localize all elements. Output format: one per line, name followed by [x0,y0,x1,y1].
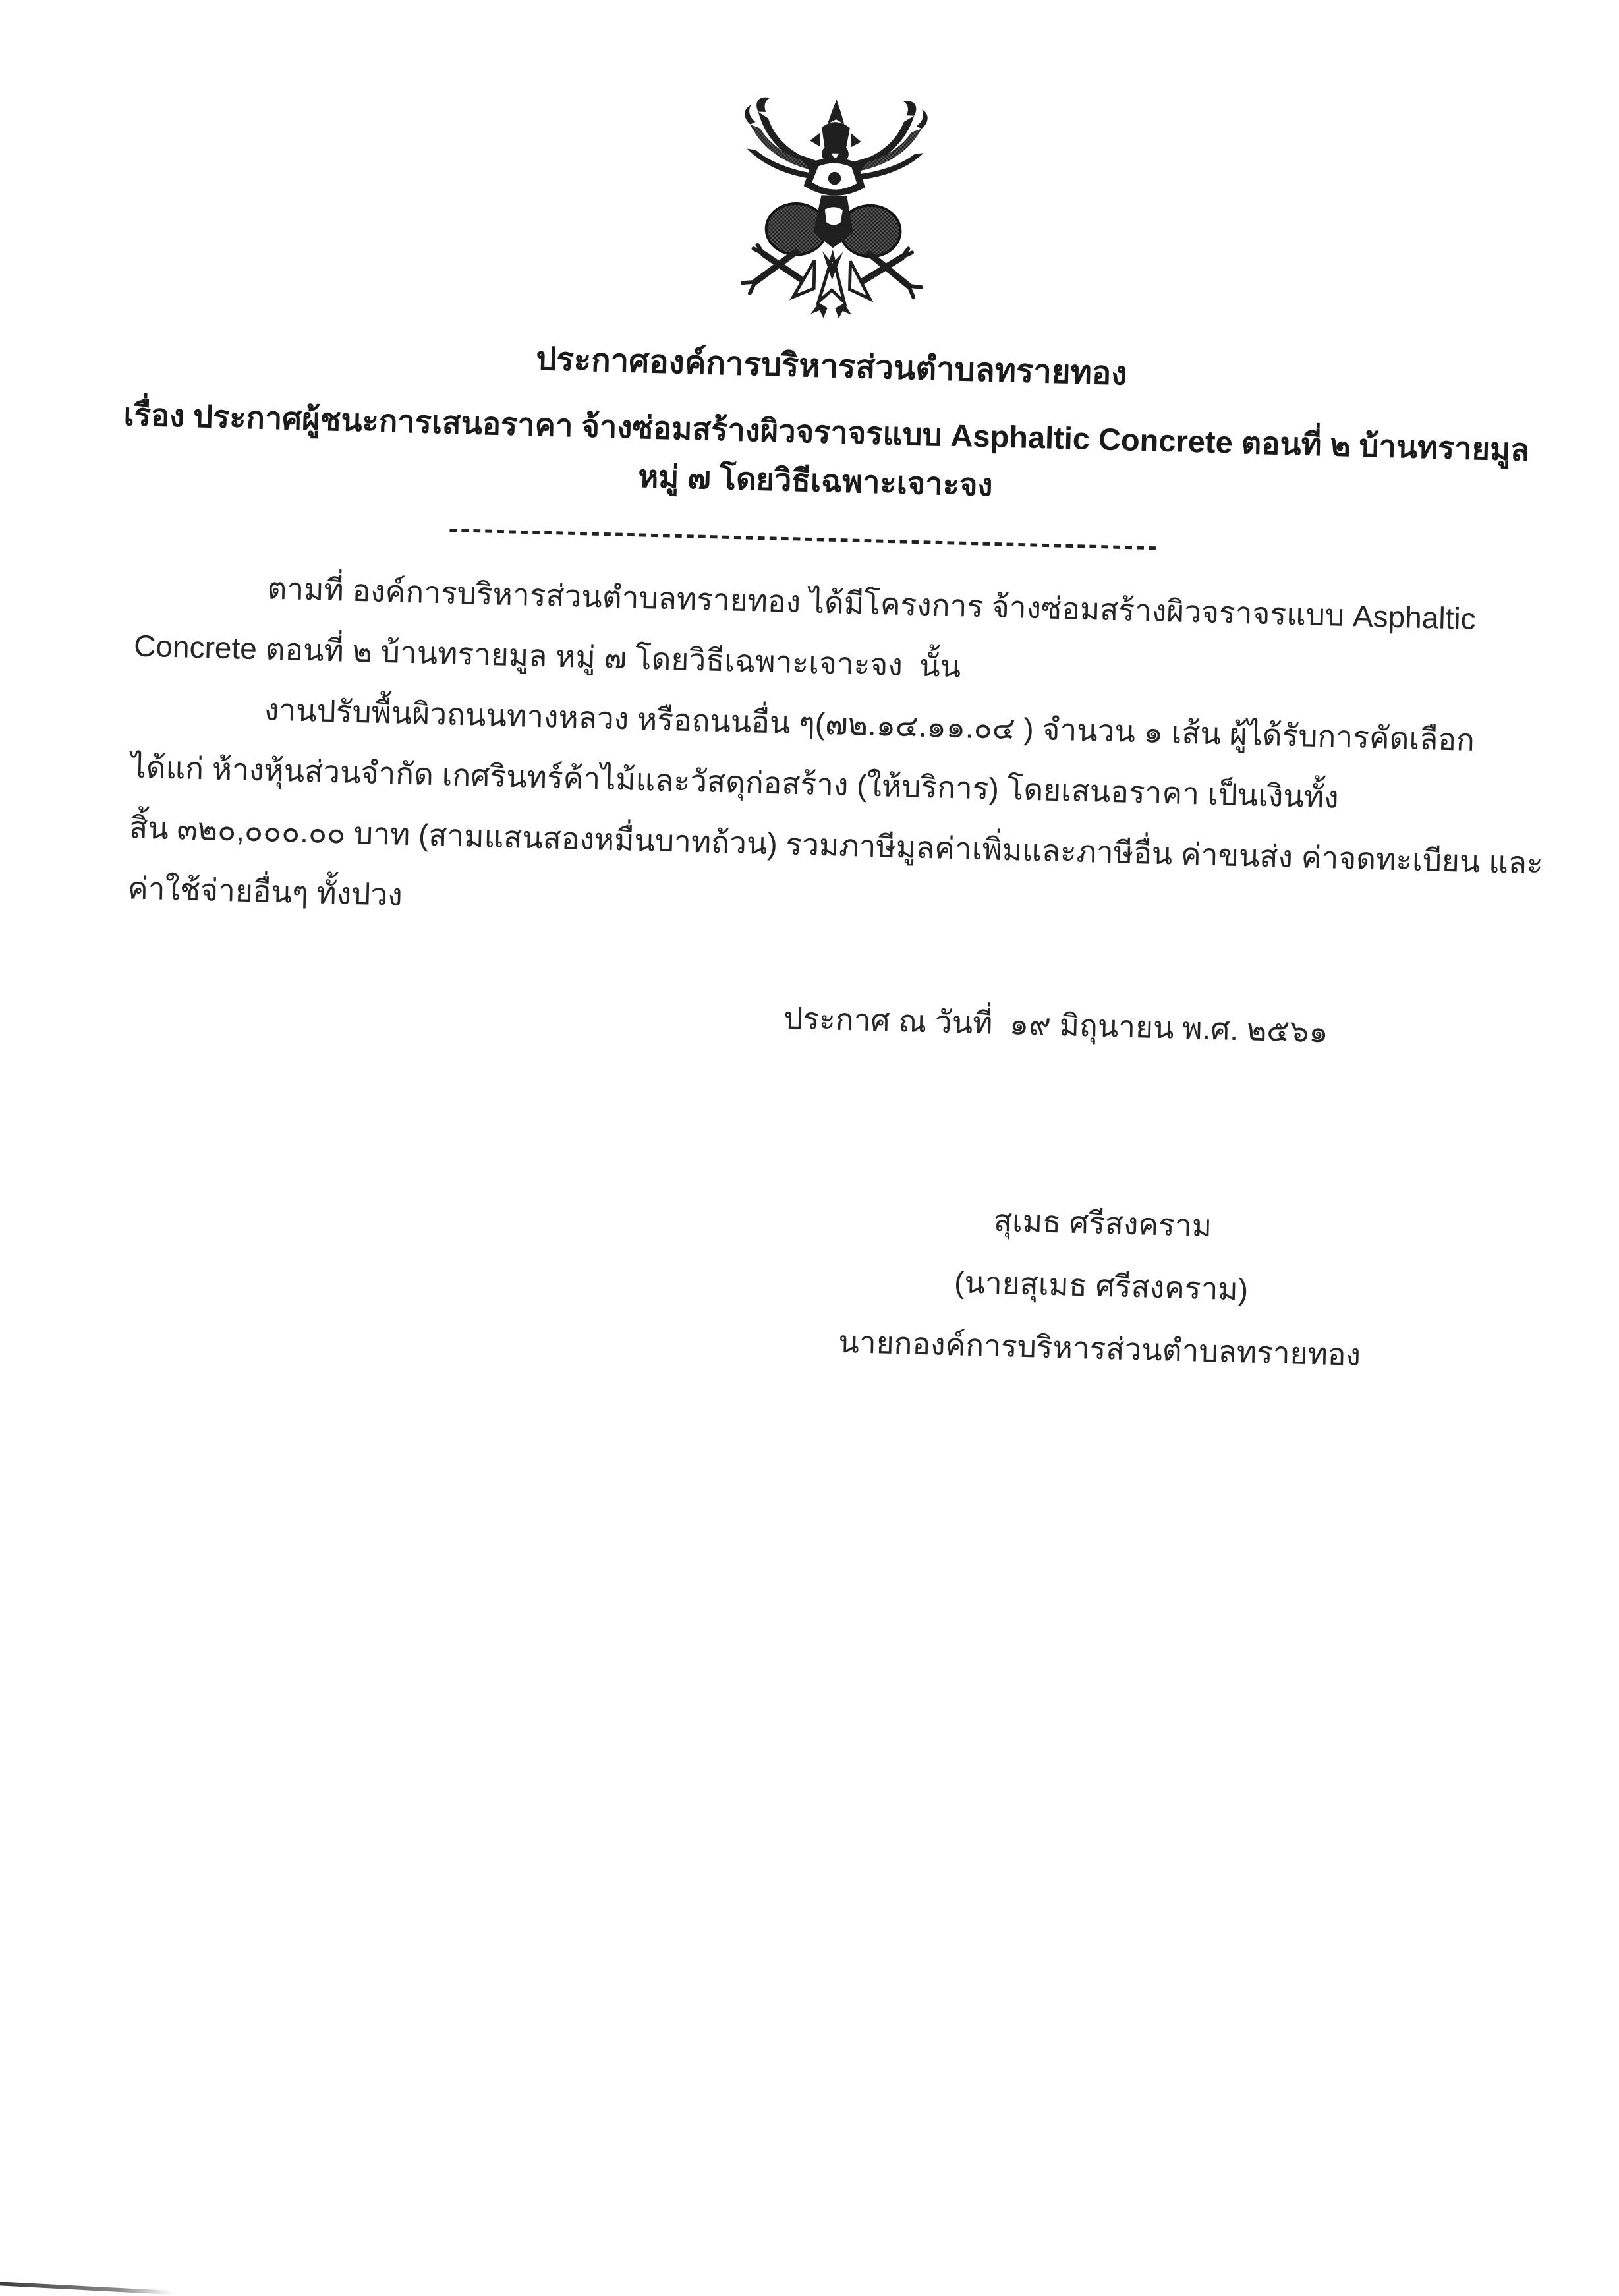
body-line: งานปรับพื้นผิวถนนทางหลวง หรือถนนอื่น ๆ(๗๒.๑๔.๑๑.๐๔ ) จำนวน ๑ เส้น ผู้ได้รับการคัดเลือก [264,692,1475,757]
signer-name-parenthesized: (นายสุเมธ ศรีสงคราม) [953,1265,1249,1307]
subject-line-2: หมู่ ๗ โดยวิธีเฉพาะเจาะจง [637,458,994,503]
body-line: Concrete ตอนที่ ๒ บ้านทรายมูล หมู่ ๗ โดยวิธีเฉพาะเจาะจง นั้น [133,628,961,684]
document-title: ประกาศองค์การบริหารส่วนตำบลทรายทอง [535,341,1127,392]
body-line: ตามที่ องค์การบริหารส่วนตำบลทรายทอง ได้มีโครงการ จ้างซ่อมสร้างผิวจราจรแบบ Asphaltic [266,571,1477,636]
subject-line: เรื่อง ประกาศผู้ชนะการเสนอราคา จ้างซ่อมสร้างผิวจราจรแบบ Asphaltic Concrete ตอนที่ ๒ บ้านทรายมูล [123,396,1530,467]
signer-name: สุเมธ ศรีสงคราม [993,1203,1212,1244]
body-text [127,555,1544,954]
body-line: ค่าใช้จ่ายอื่นๆ ทั้งปวง [127,871,403,912]
signer-position: นายกองค์การบริหารส่วนตำบลทรายทอง [838,1324,1361,1372]
garuda-emblem-icon [722,91,946,328]
body-line: สิ้น ๓๒๐,๐๐๐.๐๐ บาท (สามแสนสองหมื่นบาทถ้วน) รวมภาษีมูลค่าเพิ่มและภาษีอื่น ค่าขนส่ง ค่าจดทะเบียน และ [128,810,1544,880]
body-line: ได้แก่ ห้างหุ้นส่วนจำกัด เกศรินทร์ค้าไม้และวัสดุก่อสร้าง (ให้บริการ) โดยเสนอราคา เป็นเงินทั้ง [130,749,1340,815]
signature-block [770,1184,1433,1388]
announcement-date: ประกาศ ณ วันที่ ๑๙ มิถุนายน พ.ศ. ๒๕๖๑ [783,1000,1329,1049]
separator-dashed-line: ------------------------------------------------------------ [448,512,1160,561]
